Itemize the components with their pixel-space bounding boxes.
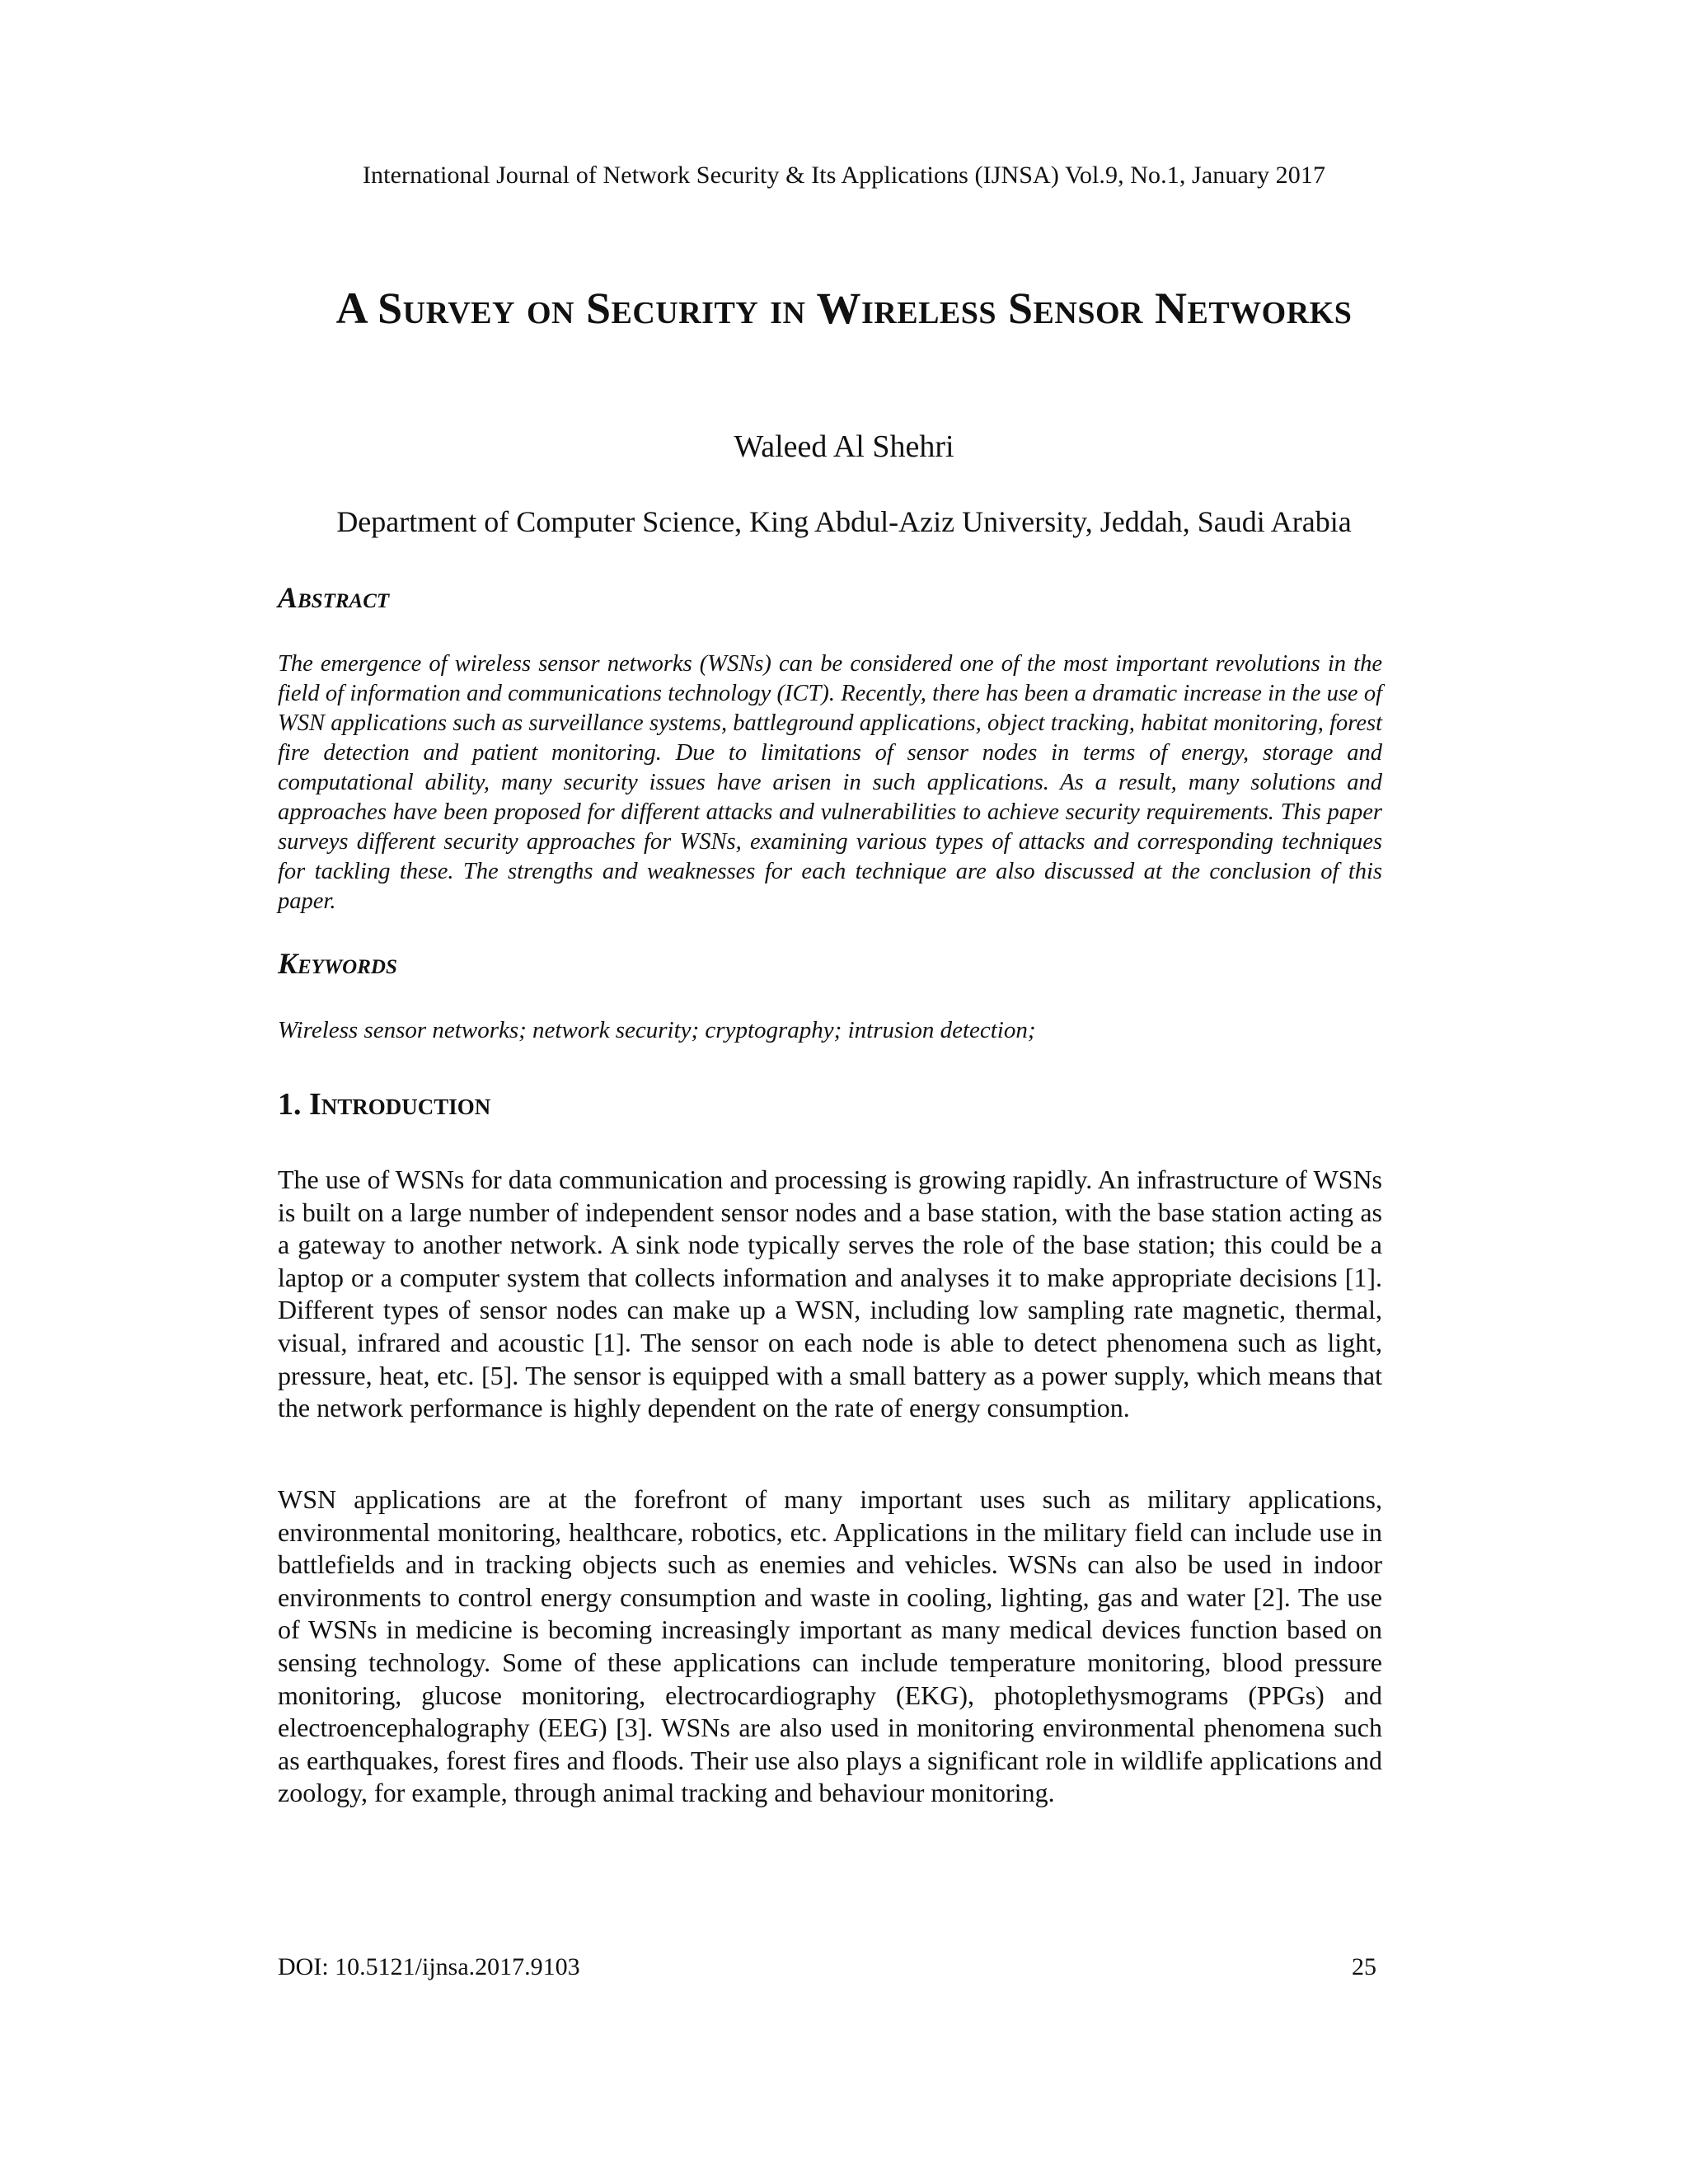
keywords-text: Wireless sensor networks; network security; cryptography; intrusion detection; — [278, 1017, 1036, 1043]
paper-title: A Survey on Security in Wireless Sensor Networks — [335, 284, 1353, 333]
author-affiliation: Department of Computer Science, King Abdul-Aziz University, Jeddah, Saudi Arabia — [336, 505, 1352, 538]
page-number: 25 — [1352, 1953, 1376, 1980]
doi-link[interactable]: DOI: 10.5121/ijnsa.2017.9103 — [278, 1953, 580, 1980]
abstract-text: The emergence of wireless sensor networks (WSNs) can be considered one of the most important revolutions in the field of information and communications technology (ICT). Recently, there has been a dramatic increase in the use of WSN applications such as surveillance systems, battleground applications, object tracking, habitat monitoring, forest fire detection and patient monitoring. Due to limitations of sensor nodes in terms of energy, storage and computational ability, many security issues have arisen in such applications. As a result, many solutions and approaches have been proposed for different attacks and vulnerabilities to achieve security requirements. This paper surveys different security approaches for WSNs, examining various types of attacks and corresponding techniques for tackling these. The strengths and weaknesses for each technique are also discussed at the conclusion of this paper. — [278, 651, 1382, 914]
running-header: International Journal of Network Security & Its Applications (IJNSA) Vol.9, No.1, January 2017 — [362, 162, 1326, 189]
introduction-paragraph: WSN applications are at the forefront of many important uses such as military applications, environmental monitoring, healthcare, robotics, etc. Applications in the military field can include use in battlefields and in tracking objects such as enemies and vehicles. WSNs can also be used in indoor environments to control energy consumption and waste in cooling, lighting, gas and water [2]. The use of WSNs in medicine is becoming increasingly important as many medical devices function based on sensing technology. Some of these applications can include temperature monitoring, blood pressure monitoring, glucose monitoring, electrocardiography (EKG), photoplethysmograms (PPGs) and electroencephalography (EEG) [3]. WSNs are also used in monitoring environmental phenomena such as earthquakes, forest fires and floods. Their use also plays a significant role in wildlife applications and zoology, for example, through animal tracking and behaviour monitoring. — [278, 1484, 1382, 1808]
introduction-heading: 1. Introduction — [278, 1087, 491, 1122]
abstract-heading: Abstract — [278, 581, 390, 614]
introduction-paragraph: The use of WSNs for data communication and processing is growing rapidly. An infrastructure of WSNs is built on a large number of independent sensor nodes and a base station, with the base station acting as a gateway to another network. A sink node typically serves the role of the base station; this could be a laptop or a computer system that collects information and analyses it to make appropriate decisions [1]. Different types of sensor nodes can make up a WSN, including low sampling rate magnetic, thermal, visual, infrared and acoustic [1]. The sensor on each node is able to detect phenomena such as light, pressure, heat, etc. [5]. The sensor is equipped with a small battery as a power supply, which means that the network performance is highly dependent on the rate of energy consumption. — [278, 1165, 1382, 1423]
author-name: Waleed Al Shehri — [734, 429, 954, 464]
keywords-heading: Keywords — [278, 947, 397, 980]
